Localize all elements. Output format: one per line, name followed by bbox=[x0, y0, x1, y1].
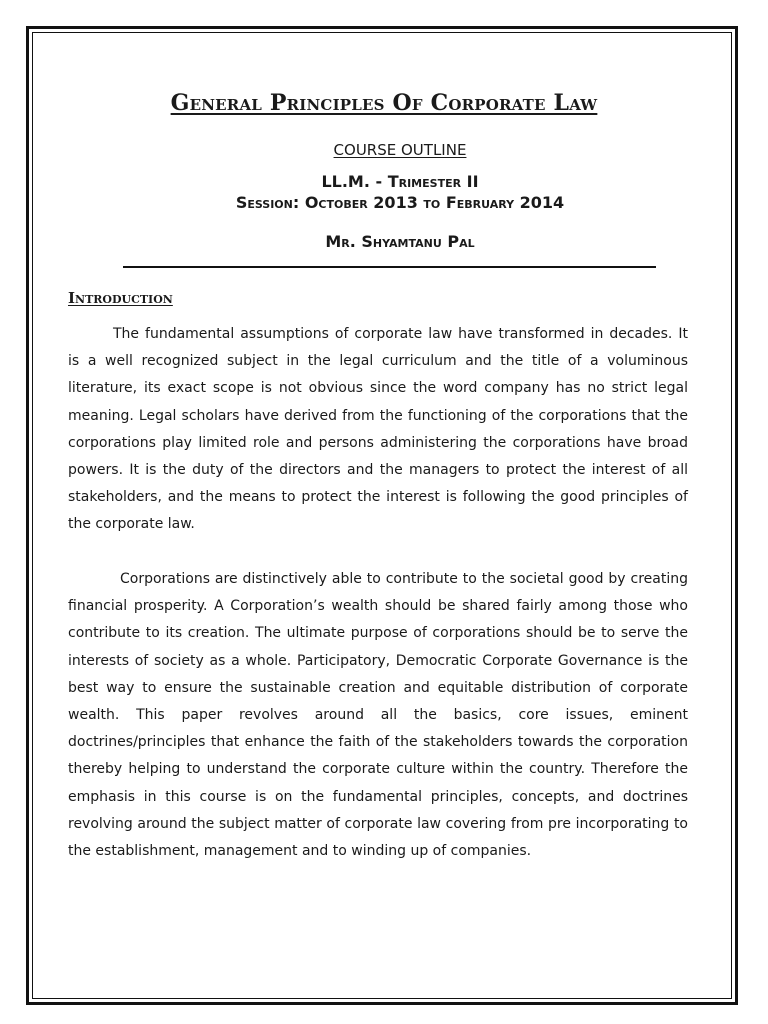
program-label: LL.M. - Trimester II bbox=[321, 172, 479, 191]
header-divider bbox=[123, 266, 656, 268]
instructor-name: Mr. Shyamtanu Pal bbox=[325, 232, 475, 251]
introduction-heading: Introduction bbox=[68, 289, 173, 307]
document-title: General Principles Of Corporate Law bbox=[170, 90, 598, 116]
course-outline-label: COURSE OUTLINE bbox=[333, 141, 467, 159]
introduction-paragraph-2: Corporations are distinctively able to contribute to the societal good by creating financial prosperity. A Corporation’s wealth should be shared fairly among those who contribute to its creation. The ultimate purpose of corporations should be to serve the interests of society as a whole. Participatory, Democratic Corporate Governance is the best way to ensure the sustainable creation and equitable distribution of corporate wealth. This paper revolves around all the basics, core issues, eminent doctrines/principles that enhance the faith of the stakeholders towards the corporation thereby helping to understand the corporate culture within the country. Therefore the emphasis in this course is on the fundamental principles, concepts, and doctrines revolving around the subject matter of corporate law covering from pre incorporating to the establishment, management and to winding up of companies. bbox=[68, 571, 688, 860]
session-label: Session: October 2013 to February 2014 bbox=[235, 193, 565, 212]
introduction-paragraph-1: The fundamental assumptions of corporate law have transformed in decades. It is a well recognized subject in the legal curriculum and the title of a voluminous literature, its exact scope is not obvious since the word company has no strict legal meaning. Legal scholars have derived from the functioning of the corporations that the corporations play limited role and persons administering the corporations have broad powers. It is the duty of the directors and the managers to protect the interest of all stakeholders, and the means to protect the interest is following the good principles of the corporate law. bbox=[68, 326, 688, 533]
